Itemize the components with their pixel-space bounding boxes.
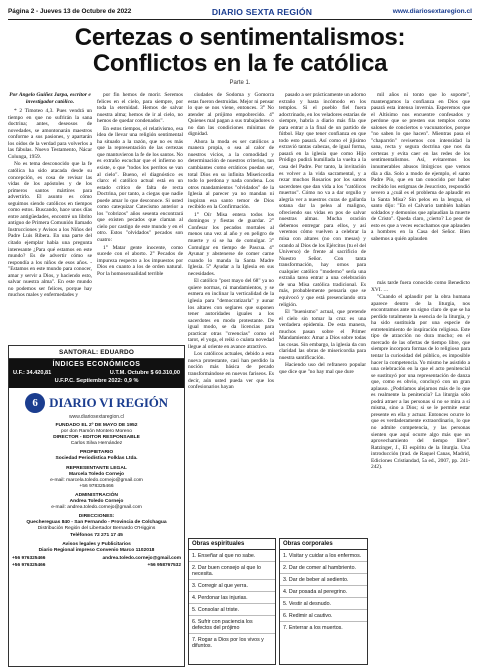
page-header [8, 5, 472, 18]
director-name: Carlos Silva Hernández [70, 441, 123, 447]
indices-row [13, 370, 180, 378]
headline-line-2: Conflictos en la fe católica [92, 50, 388, 77]
contact-phone: +56 976325466 [12, 562, 46, 568]
ufpc-value: U.F.P.C. Septiembre 2022: 0,9 % [54, 377, 139, 384]
article-paragraph: "Cuando el aplaudir por la obra humana aparece dentro de la liturgia, nos encontramos ante un signo claro de que se ha perdido totalmente la esencia de la liturgia, y ha sido sustituida por una especie de entretenimiento de inspiración religiosa. Este tipo de atracción no dura mucho; en el mercado de las ofertas de tiempo libre, que siempre incorpora formas de lo religioso para tentar la curiosidad del público, es imposible hacer la competencia. Yo mismo he asistido a una celebración en la que el acto penitencial se sustituyó por una representación de danza que, como es obvio, concluyó con un gran aplauso. ¿Podríamos alejarnos más de lo que es realmente la penitencia? La liturgia sólo podrá atraer a las personas si no se mira a sí misma, sino a Dios; si se le permite estar presente en ella y actuar. Entonces ocurre lo que es verdaderamente extraordinario, lo que no admite competencia, y las personas sienten que aquí ocurre algo más que un aprovechamiento del tiempo libre". Ratzinger, J., El espíritu de la liturgia. Una introducción (trad. de Raquel Canas, Madrid, Ediciones Cristiandad, 5a ed., 2007, pp. 241-242). [371, 294, 470, 471]
article-paragraph: * 2 Timoteo 4,3. Pues vendrá un tiempo en que no sufrirán la sana doctrina; antes, deseosos de novedades, se amontonarán maestros conforme a sus pasiones, y apartarán los oídos de la verdad para volverlos a las fábulas. Nuevo Testamento, Nácar Colunga, 1959. [8, 108, 92, 160]
obra-item: 1. Visitar y cuidar a los enfermos. [280, 550, 367, 562]
santoral: SANTORAL: EDUARDO [9, 346, 184, 359]
rep-phone: +56 978325466 [79, 483, 114, 489]
contact-row [9, 556, 184, 561]
article-paragraph: El católico "post mayo del 68" ya no quiere normas, ni mandamientos, y se esmera en inclinar la verticalidad de la iglesia para "democratizarla" y aunar los altares con seglares que suponen tener autoridades iguales a los sacerdotes en modo protestante. De igual modo, se da licencias para practicar otras "creencias" como el tarot, el yoga, el reiki o cuánta novedad llegue al oriente en avance atractivo. [188, 278, 274, 350]
staff-info [9, 423, 184, 554]
rep-email: e-mail: marcela.toledo.cornejo@gmail.com [50, 477, 143, 483]
article-paragraph: 1° Oír Misa entera todos los domingos y fiestas de guardar. 2° Confesar los pecados mortales al menos una vez al año y en peligro de muerte y si se ha de comulgar. 3° Comulgar en tiempo de Pascua. 4° Ayunar y abstenerse de comer carne cuando lo manda la Santa Madre Iglesia. 5° Ayudar a la Iglesia en sus necesidades. [188, 211, 274, 277]
byline: Por Ángelo Guíñez Jarpa, escritor e investigador católico. [9, 92, 91, 105]
article-paragraph: Los católicos actuales, debido a esta nueva protestante, casi han perdido la noción más básica de pecado transformándose en nuevos fariseos. Es decir, aún usted pueda ver que los confesionarios hayan [188, 351, 274, 391]
article-paragraph: Haciendo uso del refranero popular que dice que "no hay mal que dure [279, 362, 366, 375]
obras-corporales-title: Obras corporales [280, 539, 367, 550]
founded-line: FUNDADO EL 2º DE MAYO DE 1952 [55, 423, 138, 428]
article-paragraph: El "buenismo" actual, que pretende el cielo sin tomar la cruz es una verdadera epidemia. De esta manera, muchos pasan sobre el Primer Mandamiento: Amar a Dios sobre todas las cosas. Sin embargo, la iglesia da con claridad las obras de misericordia para nuestra santificación. [279, 309, 366, 361]
contact-email: andrea.toledo.cornejo@gmail.com [102, 555, 181, 561]
print-line: Diario Regional impreso Convenio Marco 1102018 [38, 547, 155, 553]
article-column-1 [8, 92, 92, 342]
article-paragraph: por fin hemos de morir. Seremos felices en el cielo, para siempre, por toda la eternidad. Hemos de salvar nuestra alma; hemos de ir al cielo, no hemos de quedar condenados". [97, 92, 183, 125]
main-phone: Teléfonos 72 271 17 45 [70, 532, 123, 538]
article-paragraph: más tarde fuera conocido como Benedicto XVI. … [371, 280, 470, 293]
contact-row [9, 563, 184, 568]
obra-item: 5. Consolar al triste. [189, 604, 275, 616]
site-url: www.diariosextaregion.cl [392, 8, 472, 15]
obra-item: 1. Enseñar al que no sabe. [189, 550, 275, 562]
admin-name: Andrea Toledo Cornejo [69, 499, 124, 505]
obras-corporales-table [279, 538, 368, 665]
headline [8, 25, 472, 77]
rep-title: REPRESENTANTE LEGAL [66, 465, 127, 471]
uf-value: U.F.: 34.420,81 [13, 370, 52, 376]
article-column-5-top [371, 92, 470, 278]
article-paragraph: mil años ni tonto que lo soporte", mantengamos la confianza en Dios que pasará esta intensa invernia. Esperemos que el Altísimo nos encuentre confesados y perdone que se presten sus templos como salones de conciertos o vacunatorios, porque "no saben lo que hacen". Mientras pasa el "chaparrón" revisemos con intensidad la sana, recta y segura doctrina que nos da certezas y evita caer en las redes de los sentimentalismos. Así, evitaremos los innumerables abusos litúrgicos que vemos día a día. Solo a modo de ejemplo, el santo Padre Pío, que en tan conocido por haber recibido los estigmas de Jesucristo, respondió severo a ¿cuál es el problema de aplaudir en la Santa Misa? Sin pelos en la lengua, el santo dijo: "En el Calvario también habían soldados y demonios que aplaudían la muerte de Cristo". Queda claro, ¿cierto? Lo peor de esto es que a veces escuchamos que aplauden a hombres en la Casa del Señor. Bien sabemos a quién aplauden [371, 92, 470, 243]
utm-value: U.T.M. Octubre $ 60.310,00 [109, 370, 180, 376]
article-paragraph: En estos tiempos, el relativismo, esa idea de llevar una religión sentimental ha situado a la razón, que no es más que la representación de las certezas que mantuvieron la fe de los santos. No es extraño escuchar que el infierno no existe, o que "todos los perritos se van al cielo". Bueno, el diagnóstico es claro: el católico actual está en un estado crítico de falta de recta Doctrina, por tanto, a ciegas que nadie puede amar lo que desconoce. Si usted como catequizar Catecismo anterior a los "cobrizos" años sesenta encontrará que existen pecados que claman al cielo por castigo de este mundo y en el otro. Estos "olvidados" pecados son cuatro: [97, 125, 183, 244]
admin-email: e-mail: andrea.toledo.cornejo@gmail.com [51, 505, 142, 511]
contact-phone: +56 958767532 [147, 562, 181, 568]
logo-mark-icon: 6 [25, 393, 45, 413]
director-title: DIRECTOR - EDITOR RESPONSABLE [53, 435, 140, 441]
address-2: Distribución Región del Libertador Bernardo O'Higgins [37, 526, 156, 532]
obra-item: 3. Dar de beber al sediento. [280, 574, 367, 586]
article-paragraph: Ahora la moda es ser católicos a manera propia, o sea al calor de nuestros vicios, a la comodidad y determinación de nuestros criterios, tan cambiantes como erráticos puedan ser, total Dios en su infinita Misericordia todo lo perdona y nada condena. Los otros mandamientos "olvidados" de la Iglesia al parecer ya no mandan ni inspiran esa santo temor de Dios recibido en la Confirmación. [188, 138, 274, 211]
article-column-4 [279, 92, 366, 534]
economic-indices [9, 359, 184, 388]
headline-line-1: Certezas o sentimentalismos: [74, 24, 406, 51]
article-column-5 [371, 280, 470, 665]
part-label: Parte 1. [229, 80, 251, 86]
obra-item: 5. Vestir al desnudo. [280, 598, 367, 610]
article-paragraph: 1° Matar gente inocente, como sucede con el aborto. 2° Pecados de impureza respecto a los impuestos por Dios en cuanto a los de orden natural. Por la homosexualidad terrible [97, 244, 183, 277]
obra-item: 2. Dar de comer al hambriento. [280, 562, 367, 574]
obra-item: 4. Perdonar las injurias. [189, 592, 275, 604]
admin-title: ADMINISTRACIÓN [75, 492, 118, 498]
indices-row [13, 378, 180, 386]
page-info: Página 2 - Jueves 13 de Octubre de 2022 [8, 8, 132, 15]
logo-web: www.diariosextaregion.cl [68, 414, 125, 420]
article-paragraph: ciudades de Sodoma y Gomorra estas fueron destruidas. Mejor ni pensar lo que se nos viene, entonces. 3° No atender al prójimo empobrecido. 4° Quienes mal pagan a sus trabajadores o no dan las condiciones mínimas de dignidad. [188, 92, 274, 138]
obra-item: 2. Dar buen consejo al que lo necesita. [189, 562, 275, 580]
contact-phone: +56 976325466 [12, 555, 46, 561]
obras-espirituales-title: Obras espirituales [189, 539, 275, 550]
masthead: DIARIO SEXTA REGIÓN [211, 6, 313, 17]
indices-title: ÍNDICES ECONÓMICOS [52, 361, 141, 368]
masthead-box [8, 345, 185, 667]
obra-item: 4. Dar posada al peregrino. [280, 586, 367, 598]
owner-name: Sociedad Periodística Folklas Ltda. [55, 456, 138, 462]
obra-item: 7. Enterrar a los muertos. [283, 624, 343, 631]
obra-item: 6. Sufrir con paciencia los defectos del prójimo [189, 616, 275, 634]
article-paragraph: No es tema desconocido que la fe católica ha sido atacada desde su concepción, es cosa de revisar las vidas de los apóstoles y de los primeros santos mártires para advertirlo. El asunto es cómo seguimos siendo católicos en tiempos como estos. Buscando, hace unos días entre antigüedades, encontré un librito antiguo de Primera Comunión llamado Instrucciones y Avisos a los Niños del Padre Luis Ribera. En una parte del citado ejemplar había una pregunta interesante ¿Para qué estamos en este mundo? Es de advertir cómo se respondía a los niños de esos años. - "Estamos en este mundo para conocer, amar y servir a Dios, y haciendo esto, salvar nuestra alma". En este mundo no podemos ser felices, porque hay muchos males y enfermedades y [8, 161, 92, 299]
article-column-3 [188, 92, 274, 534]
owner-title: PROPIETARIO [79, 450, 114, 456]
address-1: Quechereguas 840 - San Fernando - Provincia de Colchagua [26, 520, 167, 526]
founder-line: por don Ramón Montero Moreno [61, 429, 132, 435]
newspaper-logo [9, 393, 184, 413]
obra-item: 3. Corregir al que yerra. [189, 580, 275, 592]
rep-name: Marcela Toledo Cornejo [68, 471, 125, 477]
obra-item: 7. Rogar a Dios por los vivos y difuntos. [192, 636, 264, 649]
obras-espirituales-table [188, 538, 276, 665]
header-rule [8, 19, 472, 20]
obra-item: 6. Redimir al cautivo. [280, 610, 367, 622]
logo-name: DIARIO VI REGIÓN [49, 395, 168, 410]
avisos-line: Avisos legales y Publicitarios [62, 541, 131, 547]
article-paragraph: pasado a ser prácticamente un adorno extraño y hasta incómodo en los templos. Si el pueblo fiel fuera adoctrinado, en los veladores estarías de siempre, habría a diario más fila que para entrar a la final de un partido de fútbol. Hay que tener confianza en que todo esto pasará. Así como el jijisimo extravió tantas cabezas, de igual forma, pasará en la iglesia que como Hijo Pródigo pudirá humillada la vuelta a la casa del Padre. Por tanto, la invitación es volver a la vida sacramental, y a rezar muchos Rosarios por los santos sacerdotes que dan vida a los "católicos muertos". Cómo no va a dar orgullo y alegría ver a nuestros curas de gallarda sotana dar la pelea al maligno, ofreciendo sus vidas en pos de salvar nuestras almas. Mucha oración debemos entregar para ellos, y así veremos cómo vuelven a celebrar la misa con altares (no con mesas) y orando al Dios de los Ejércitos (tu el del Universo) de frente al sacrificio de Nuestro Señor. Con tanta transformación, hay ornos para cualquier católico "moderno" sería una extraña tarea entrar a una celebración de una Misa católica tradicional. Es más, probablemente pensaría que se equivocó y que está presenciando otra religión. [279, 92, 366, 308]
directions-title: DIRECCIONES: [78, 514, 115, 520]
